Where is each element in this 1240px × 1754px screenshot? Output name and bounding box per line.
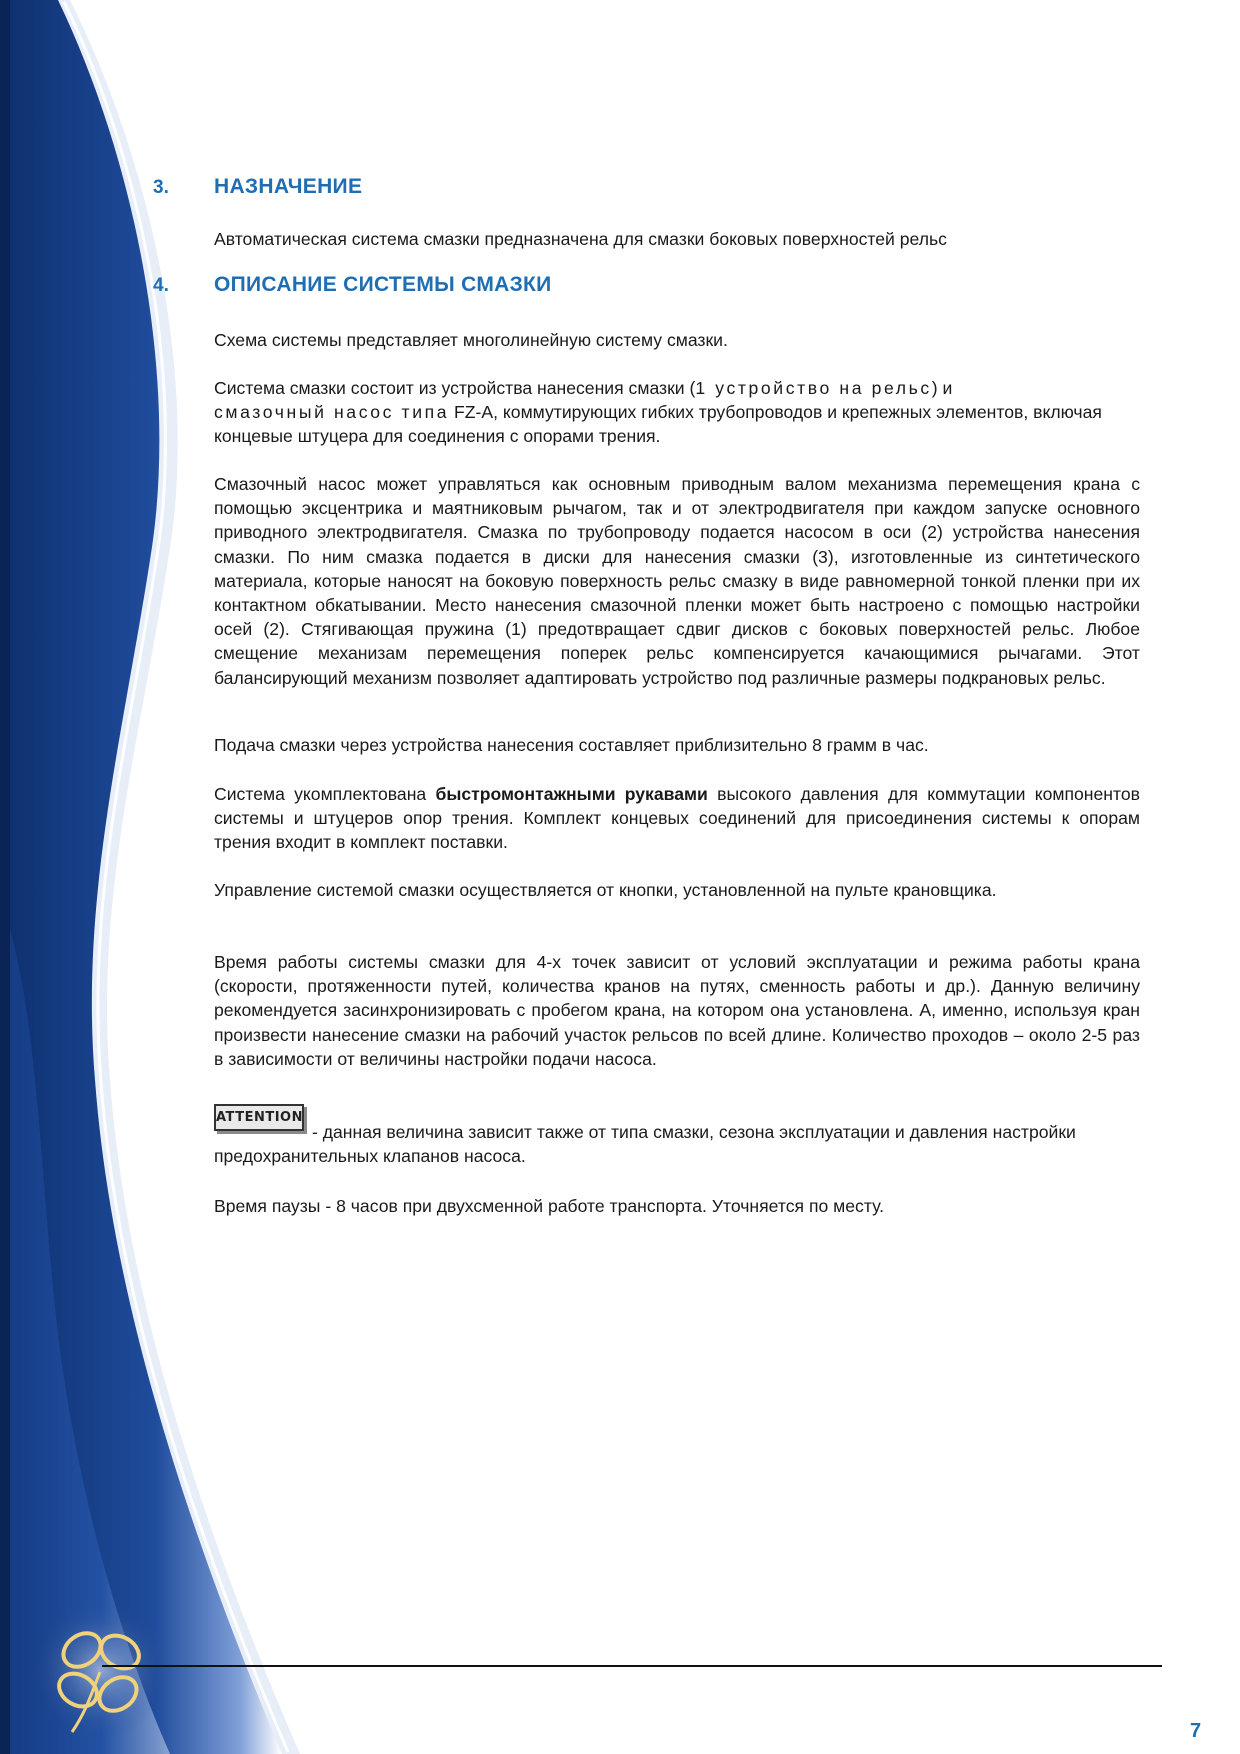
supply-rate-paragraph: Подача смазки через устройства нанесения составляет приблизительно 8 грамм в час.: [214, 735, 929, 755]
section-4-number: 4.: [153, 275, 169, 296]
composition-text-3: FZ-A, коммутирующих гибких трубопроводов и крепежных элементов, включая концевые штуцера для соединения с опорами трения.: [214, 402, 1102, 447]
attention-badge-icon: ATTENTION: [214, 1104, 304, 1131]
composition-text-1: Система смазки состоит из устройства нанесения смазки (: [214, 378, 696, 398]
hoses-text-before: Система укомплектована: [214, 784, 436, 804]
attention-paragraph: - данная величина зависит также от типа смазки, сезона эксплуатации и давления настройки предохранительных клапанов насоса.: [214, 1122, 1076, 1167]
footer-divider: [102, 1665, 1162, 1667]
section-3-paragraph: Автоматическая система смазки предназначена для смазки боковых поверхностей рельс: [214, 229, 947, 249]
composition-text-2: ) и: [931, 378, 953, 398]
hoses-paragraph: [214, 782, 1140, 855]
hoses-text-after: высокого давления для коммутации компонентов системы и штуцеров опор трения. Комплект концевых соединений для присоединения системы к опорам трения входит в комплект поставки.: [214, 784, 1141, 853]
section-3-title: НАЗНАЧЕНИЕ: [214, 175, 363, 198]
section-4-title: ОПИСАНИЕ СИСТЕМЫ СМАЗКИ: [214, 273, 552, 296]
composition-spaced-2: смазочный насос типа: [214, 402, 450, 423]
pause-time-paragraph: Время паузы - 8 часов при двухсменной работе транспорта. Уточняется по месту.: [214, 1196, 884, 1216]
scheme-paragraph: Схема системы представляет многолинейную систему смазки.: [214, 330, 728, 350]
section-3-number: 3.: [153, 177, 169, 198]
page-number: 7: [1190, 1720, 1202, 1742]
pump-description-paragraph: Смазочный насос может управляться как основным приводным валом механизма перемещения крана с помощью эксцентрика и маятниковым рычагом, так и от электродвигателя при каждом запуске основного приводного электродвигателя. Смазка по трубопроводу подается насосом в оси (2) устройства нанесения смазки. По ним смазка подается в диски для нанесения смазки (3), изготовленные из синтетического материала, которые наносят на боковую поверхность рельс смазку в виде равномерной тонкой пленки при их контактном обкатывании. Место нанесения смазочной пленки может быть настроено с помощью настройки осей (2). Стягивающая пружина (1) предотвращает сдвиг дисков с боковых поверхностей рельс. Любое смещение механизам перемещения поперек рельс компенсируется качающимися рычагами. Этот балансирующий механизм позволяет адаптировать устройство под различные размеры подкрановых рельс.: [214, 474, 1140, 688]
composition-spaced-1: 1 устройство на рельс: [695, 378, 932, 398]
hoses-bold-text: быстромонтажными рукавами: [435, 784, 708, 804]
composition-paragraph: [214, 376, 1140, 449]
control-paragraph: Управление системой смазки осуществляется от кнопки, установленной на пульте крановщика.: [214, 880, 997, 900]
operation-time-paragraph: Время работы системы смазки для 4-х точек зависит от условий эксплуатации и режима работы крана (скорости, протяженности путей, количества кранов на путях, сменность работы и др.). Данную величину рекомендуется засинхронизировать с пробегом крана, на котором она установлена. А, именно, используя кран произвести нанесение смазки на рабочий участок рельсов по всей длине. Количество проходов – около 2-5 раз в зависимости от величины настройки подачи насоса.: [214, 952, 1140, 1069]
